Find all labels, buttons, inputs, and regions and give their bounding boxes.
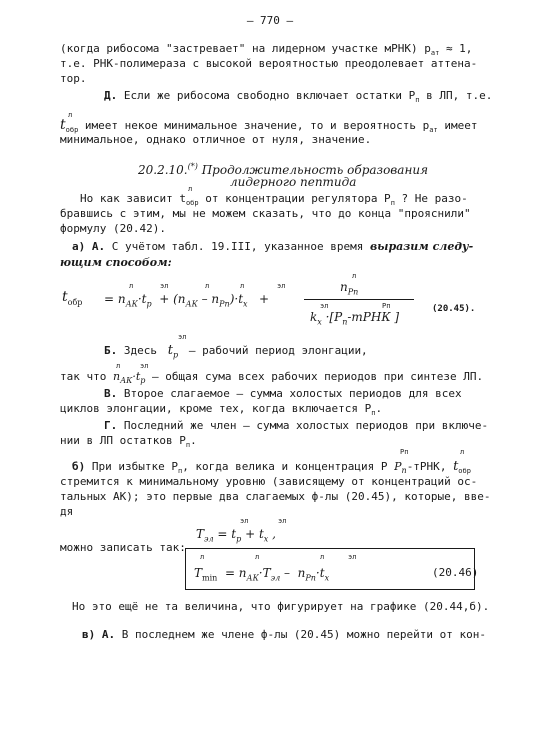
item-b2-line3: тальных АК); это первые два слагаемых ф-лы (20.45), которые, вве-: [60, 490, 491, 503]
item-g: Г. Последний же член – сумма холостых периодов при включе-: [104, 419, 489, 432]
document-page: – 770 – (когда рибосома "застревает" на лидерном участке мРНК) $p_{ат} \approx 1$, т.е. РНК-полимераза с высокой вероятностью преодолевает аттена- тор. Д. Если же рибосома свободно включает остатки $P_п$ в ЛП, т.е. л $t_{обр}$ имеет некое минимальное значение, то и вероятность $p_{ат}$ имеет минимальное, однако отличное от нуля, значение. 20.2.10.(*) Продолжительность образования лидерного пептида л Но как зависит $t_{обр}$ от концентрации регулятора $P_п$ ? Не разо- бравшись с этим, мы не можем сказать, что до конца "прояснили" формулу (20.42). а) А. С учётом табл. 19.III, указанное время выразим следу- ющим способом: л эл л л эл $t_{обр}$ = $n_{АК}\cdot t_р + (n_{АК} - n_{Рп})\cdot t_х$ + л $n_{Рп}$ эл Рп $k_х$ $\cdot[P_п$-тРНК ] (20.45). эл Б. Здесь $t_р$ – рабочий период элонгации, л эл так что $n_{АК}\cdot t_р$ – общая сума всех рабочих периодов при синтезе ЛП. В. Второе слагаемое – сумма холостых периодов для всех циклов элонгации, кроме тех, когда включается $P_п$. Г. Последний же член – сумма холостых периодов при включе- нии в ЛП остатков $P_п$. Рп л б) При избытке $P_п$, когда велика и концентрация P $P_п$-тРНК, $t_{обр}$ стремится к минимальному уровню (зависящему от концентраций ос- тальных АК); это первые два слагаемых ф-лы (20.45), которые, вве- дя эл эл $T_{эл} = t_р + t_х$ , можно записать так: л л л эл $T_{min} = n_{АК}\cdot T_{эл} - n_{Рп}\cdot t_х$ (20.46) Но это ещё не та величина, что фигурирует на графике (20.44,б). в) А. В последнем же члене ф-лы (20.45) можно перейти от кон-: [0, 0, 540, 740]
paragraph-1-line2: бравшись с этим, мы не можем сказать, что до конца "прояснили": [60, 207, 471, 220]
item-g-line2: нии в ЛП остатков $P_п$.: [60, 434, 197, 450]
item-a: а) А. С учётом табл. 19.III, указанное время выразим следу-: [72, 240, 474, 253]
paragraph-1: Но как зависит $t_{обр}$ от концентрации регулятора $P_п$ ? Не разо-: [80, 192, 468, 208]
sum-line: так что $n_{АК}\cdot t_р$ – общая сума всех рабочих периодов при синтезе ЛП.: [60, 370, 484, 386]
item-v-line2: циклов элонгации, кроме тех, когда включается $P_п$.: [60, 402, 383, 418]
item-a-line2: ющим способом:: [60, 256, 172, 269]
equation-number-20-45: (20.45).: [432, 304, 476, 314]
section-heading-line2: лидерного пептида: [230, 175, 357, 189]
item-v2: в) А. В последнем же члене ф-лы (20.45) можно перейти от кон-: [82, 628, 486, 641]
text-line-5: $t_{обр}$ имеет некое минимальное значение, то и вероятность $p_{ат}$ имеет: [60, 117, 478, 135]
paragraph-d: Д. Если же рибосома свободно включает остатки $P_п$ в ЛП, т.е.: [104, 89, 493, 105]
section-heading: 20.2.10.(*) Продолжительность образования: [138, 162, 429, 177]
text-line-3: тор.: [60, 72, 87, 85]
equation-number-20-46: (20.46): [432, 566, 479, 579]
text-line-2: т.е. РНК-полимераза с высокой вероятностью преодолевает аттена-: [60, 57, 478, 70]
fraction-bar: [304, 299, 414, 300]
page-number: – 770 –: [246, 14, 294, 27]
paragraph-1-line3: формулу (20.42).: [60, 222, 166, 235]
item-b: Б. Здесь $t_р$ – рабочий период элонгации,: [104, 343, 368, 360]
item-b2: б) При избытке $P_п$, когда велика и концентрация P $P_п$-тРНК, $t_{обр}$: [72, 459, 471, 476]
equation-t-el: $T_{эл} = t_р + t_х$ ,: [196, 527, 276, 544]
text-line-6: минимальное, однако отличное от нуля, значение.: [60, 133, 372, 146]
item-v: В. Второе слагаемое – сумма холостых периодов для всех: [104, 387, 462, 400]
item-b2-line2: стремится к минимальному уровню (зависящему от концентраций ос-: [60, 475, 478, 488]
can-write-line: можно записать так:: [60, 541, 186, 554]
not-yet-line: Но это ещё не та величина, что фигурирует на графике (20.44,б).: [72, 600, 490, 613]
item-b2-line4: дя: [60, 505, 74, 518]
text-line-1: (когда рибосома "застревает" на лидерном участке мРНК) $p_{ат} \approx 1$,: [60, 42, 473, 58]
